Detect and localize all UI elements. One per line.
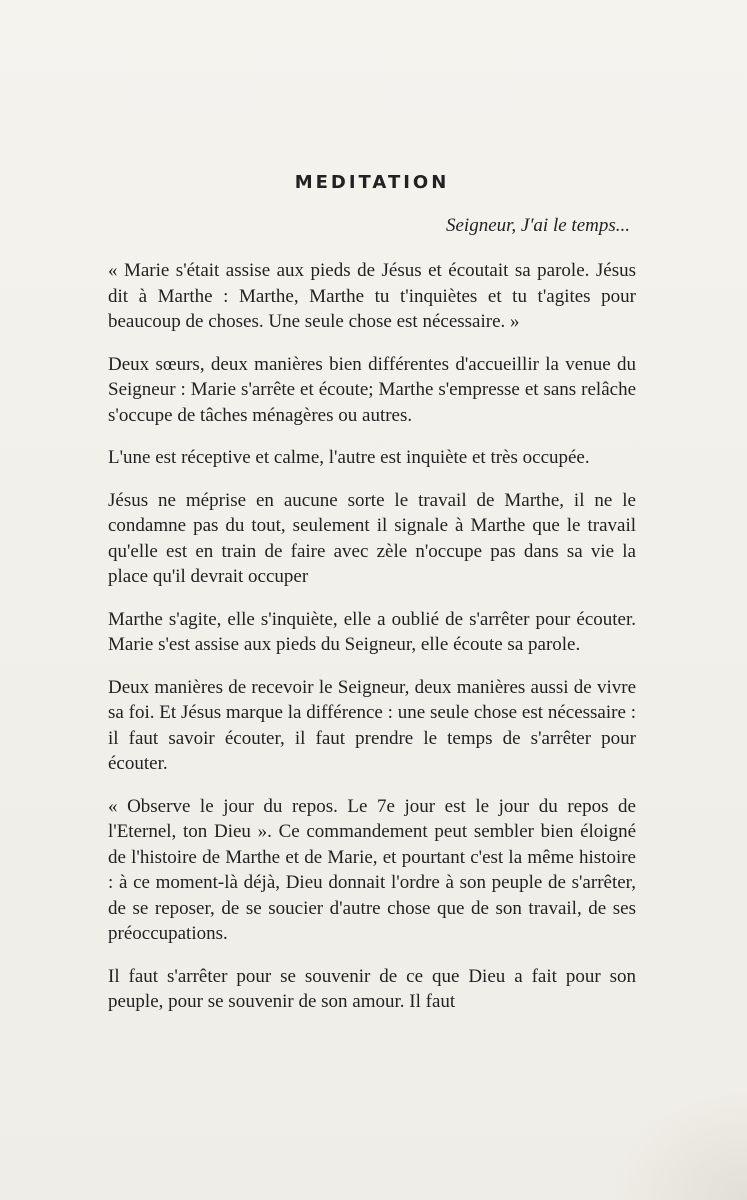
- body-text: [108, 258, 636, 1032]
- paragraph-8: Il faut s'arrêter pour se souvenir de ce que Dieu a fait pour son peuple, pour se souvenir de son amour. Il faut: [108, 965, 636, 1012]
- page-title: MEDITATION: [294, 172, 450, 193]
- paragraph-7: « Observe le jour du repos. Le 7e jour est le jour du repos de l'Eternel, ton Dieu ». Ce commandement peut sembler bien éloigné de l'histoire de Marthe et de Marie, et pourtant c'est la même histoire : à ce moment-là déjà, Dieu donnait l'ordre à son peuple de s'arrêter, de se reposer, de se soucier d'autre chose que de son travail, de ses préoccupations.: [108, 795, 636, 944]
- paragraph-3: L'une est réceptive et calme, l'autre est inquiète et très occupée.: [108, 447, 590, 468]
- paragraph-2: Deux sœurs, deux manières bien différentes d'accueillir la venue du Seigneur : Marie s'arrête et écoute; Marthe s'empresse et sans relâche s'occupe de tâches ménagères ou autres.: [108, 353, 636, 426]
- paragraph-4: Jésus ne méprise en aucune sorte le travail de Marthe, il ne le condamne pas du tout, seulement il signale à Marthe que le travail qu'elle est en train de faire avec zèle n'occupe pas dans sa vie la place qu'il devrait occuper: [108, 489, 636, 587]
- paragraph-1: « Marie s'était assise aux pieds de Jésus et écoutait sa parole. Jésus dit à Marthe : Marthe, Marthe tu t'inquiètes et tu t'agites pour beaucoup de choses. Une seule chose est nécessaire. »: [108, 260, 636, 332]
- paragraph-5: Marthe s'agite, elle s'inquiète, elle a oublié de s'arrêter pour écouter. Marie s'est assise aux pieds du Seigneur, elle écoute sa parole.: [108, 608, 636, 655]
- paragraph-6: Deux manières de recevoir le Seigneur, deux manières aussi de vivre sa foi. Et Jésus marque la différence : une seule chose est nécessaire : il faut savoir écouter, il faut prendre le temps de s'arrêter pour écouter.: [108, 676, 636, 774]
- page-corner-shadow: [607, 1090, 747, 1200]
- page-subtitle: Seigneur, J'ai le temps...: [446, 215, 630, 236]
